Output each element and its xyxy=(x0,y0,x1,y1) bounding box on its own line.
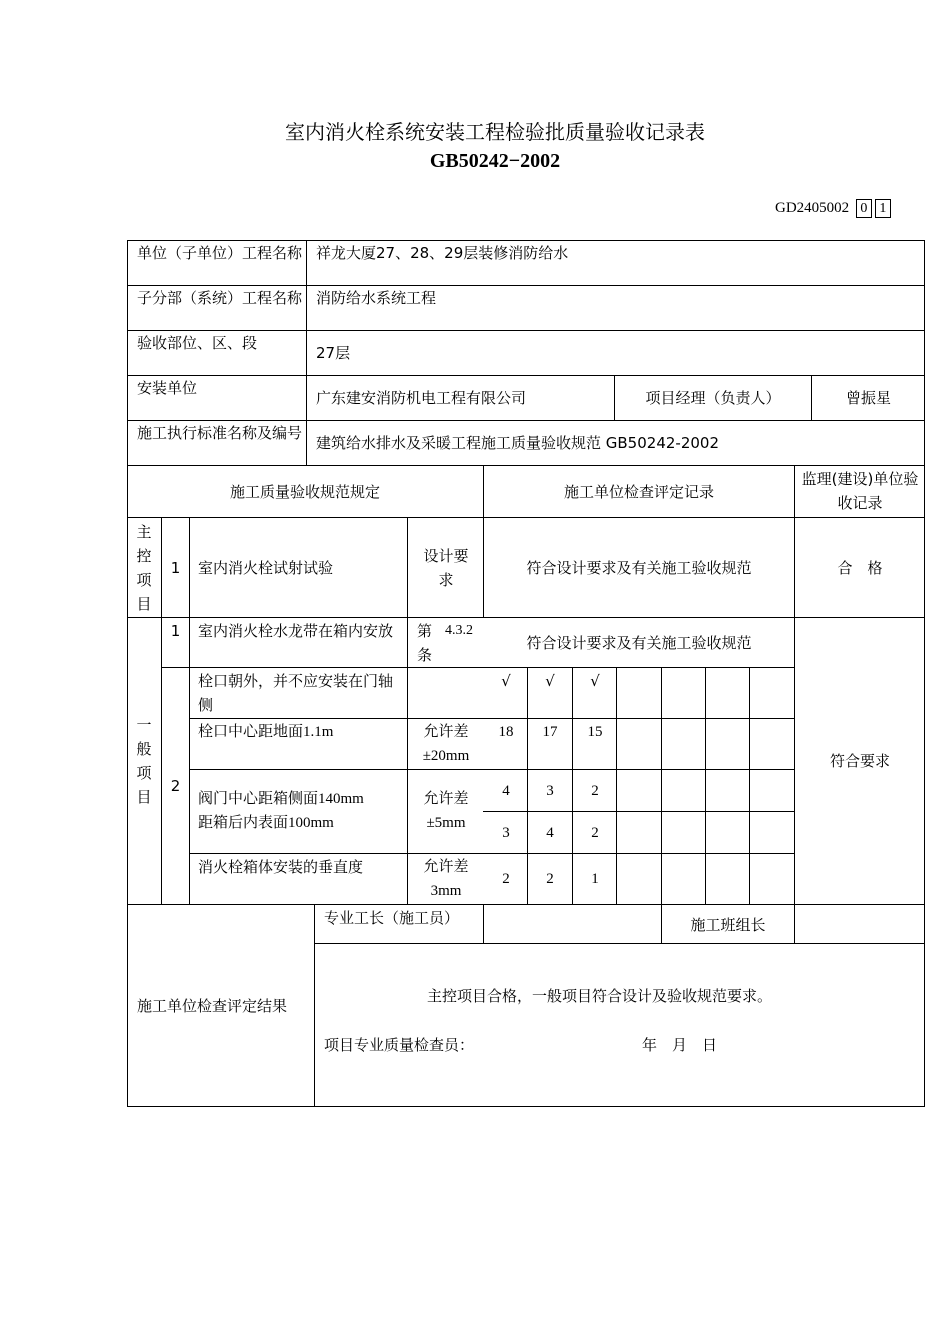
check-row-b-req: 允许差±20mm xyxy=(422,724,470,764)
check-row-c1-value-3: 2 xyxy=(591,783,599,799)
general-item-2-no: 2 xyxy=(170,777,181,795)
form-code-prefix: GD2405002 xyxy=(775,200,850,216)
footer-label: 施工单位检查评定结果 xyxy=(137,997,288,1015)
main-item-requirement: 设计要求 xyxy=(423,547,469,589)
form-code xyxy=(775,199,891,218)
signature-date: 年 月 日 xyxy=(642,1036,718,1054)
main-items-label: 主控项目 xyxy=(136,523,152,613)
foreman-label: 专业工长（施工员） xyxy=(324,909,460,927)
check-row-b-value-2: 17 xyxy=(542,724,558,740)
general-item-1-req-b: 4.3.2 xyxy=(445,623,473,638)
general-item-1-req-c: 条 xyxy=(417,646,433,664)
general-item-1-record: 符合设计要求及有关施工验收规范 xyxy=(526,634,752,652)
check-row-c2-value-1: 3 xyxy=(502,825,510,841)
main-item-name: 室内消火栓试射试验 xyxy=(198,559,334,577)
check-row-d-value-1: 2 xyxy=(502,871,510,887)
page-title: 室内消火栓系统安装工程检验批质量验收记录表 xyxy=(285,120,705,144)
subunit-label: 子分部（系统）工程名称 xyxy=(137,289,303,307)
location-value: 27层 xyxy=(316,344,351,362)
check-row-c-item-line2: 距箱后内表面100mm xyxy=(198,815,334,831)
check-row-a-item: 栓口朝外，并不应安装在门轴侧 xyxy=(198,672,394,714)
installer-label: 安装单位 xyxy=(137,379,198,397)
unit-value: 祥龙大厦27、28、29层装修消防给水 xyxy=(316,244,569,262)
col-supervisor-header: 监理(建设)单位验收记录 xyxy=(801,470,919,512)
form-code-box-1: 0 xyxy=(856,199,872,218)
check-row-a-value-3: √ xyxy=(590,672,600,690)
check-row-d-value-3: 1 xyxy=(591,871,599,887)
main-item-record: 符合设计要求及有关施工验收规范 xyxy=(526,559,752,577)
manager-value: 曾振星 xyxy=(845,389,891,407)
check-row-a-value-1: √ xyxy=(501,672,511,690)
standard-value: 建筑给水排水及采暖工程施工质量验收规范 GB50242-2002 xyxy=(316,434,719,452)
inspector-label: 项目专业质量检查员： xyxy=(324,1036,475,1054)
subunit-value: 消防给水系统工程 xyxy=(316,289,437,307)
check-row-c1-value-2: 3 xyxy=(546,783,554,799)
page-subtitle: GB50242−2002 xyxy=(429,150,561,172)
conclusion-text: 主控项目合格，一般项目符合设计及验收规范要求。 xyxy=(427,987,773,1005)
check-row-b-value-3: 15 xyxy=(587,724,603,740)
standard-label: 施工执行标准名称及编号 xyxy=(137,424,303,442)
col-spec-header: 施工质量验收规范规定 xyxy=(229,483,380,501)
check-row-b-value-1: 18 xyxy=(498,724,514,740)
check-row-c-req: 允许差±5mm xyxy=(423,791,469,831)
check-row-d-item: 消火栓箱体安装的垂直度 xyxy=(198,858,364,876)
check-row-c2-value-2: 4 xyxy=(546,825,554,841)
col-record-header: 施工单位检查评定记录 xyxy=(563,483,714,501)
manager-label: 项目经理（负责人） xyxy=(645,389,781,407)
inspection-table xyxy=(127,240,925,1107)
main-item-no: 1 xyxy=(170,559,181,577)
check-row-c-item-line1: 阀门中心距箱侧面140mm xyxy=(198,791,364,807)
general-item-1-req-a: 第 xyxy=(417,622,433,640)
general-item-1-name: 室内消火栓水龙带在箱内安放 xyxy=(198,622,394,640)
check-row-d-req: 允许差3mm xyxy=(423,859,469,899)
general-items-result: 符合要求 xyxy=(829,752,890,770)
team-leader-label: 施工班组长 xyxy=(690,916,766,934)
check-row-c1-value-1: 4 xyxy=(502,783,510,799)
check-row-b-item: 栓口中心距地面1.1m xyxy=(198,724,334,740)
form-code-box-2: 1 xyxy=(875,199,891,218)
main-item-result: 合 格 xyxy=(837,559,883,577)
general-item-1-no: 1 xyxy=(170,622,181,640)
location-label: 验收部位、区、段 xyxy=(137,334,258,352)
check-row-a-value-2: √ xyxy=(545,672,555,690)
general-items-label: 一般项目 xyxy=(136,716,152,806)
installer-value: 广东建安消防机电工程有限公司 xyxy=(316,389,527,407)
unit-label: 单位（子单位）工程名称 xyxy=(137,244,303,262)
check-row-d-value-2: 2 xyxy=(546,871,554,887)
check-row-c2-value-3: 2 xyxy=(591,825,599,841)
